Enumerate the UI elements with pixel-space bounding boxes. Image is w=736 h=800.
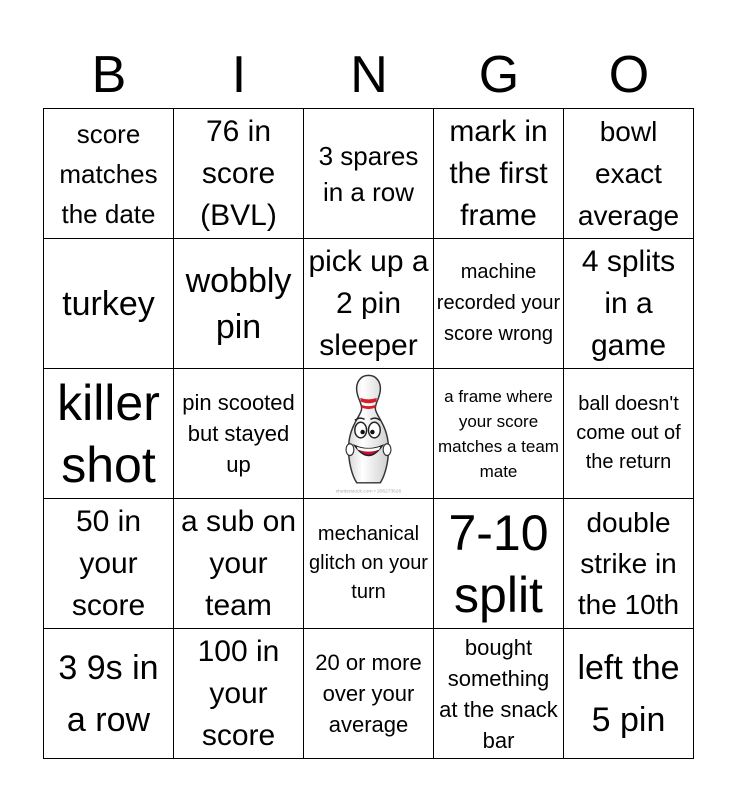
- bingo-cell[interactable]: double strike in the 10th: [564, 499, 694, 629]
- bingo-cell[interactable]: pick up a 2 pin sleeper: [304, 239, 434, 369]
- bingo-cell[interactable]: a sub on your team: [174, 499, 304, 629]
- header-letter-g: G: [478, 46, 520, 104]
- bingo-cell[interactable]: 76 in score (BVL): [174, 109, 304, 239]
- bingo-cell[interactable]: 50 in your score: [44, 499, 174, 629]
- bingo-cell[interactable]: 100 in your score: [174, 629, 304, 759]
- bingo-cell[interactable]: bought something at the snack bar: [434, 629, 564, 759]
- bingo-cell[interactable]: turkey: [44, 239, 174, 369]
- header-letter-n: N: [350, 46, 388, 104]
- bingo-header: [44, 44, 694, 106]
- bowling-pin-icon: [306, 370, 431, 498]
- bingo-cell[interactable]: ball doesn't come out of the return: [564, 369, 694, 499]
- bingo-cell[interactable]: score matches the date: [44, 109, 174, 239]
- bingo-cell[interactable]: mechanical glitch on your turn: [304, 499, 434, 629]
- bingo-cell[interactable]: pin scooted but stayed up: [174, 369, 304, 499]
- bingo-cell[interactable]: bowl exact average: [564, 109, 694, 239]
- bingo-cell[interactable]: machine recorded your score wrong: [434, 239, 564, 369]
- watermark-text: shutterstock.com • 206273626: [335, 489, 402, 495]
- bingo-cell[interactable]: 20 or more over your average: [304, 629, 434, 759]
- free-space-cell[interactable]: [304, 369, 434, 499]
- bingo-grid: [43, 108, 694, 759]
- bingo-cell[interactable]: 7-10 split: [434, 499, 564, 629]
- bingo-cell[interactable]: 4 splits in a game: [564, 239, 694, 369]
- bingo-cell[interactable]: left the 5 pin: [564, 629, 694, 759]
- bingo-cell[interactable]: 3 spares in a row: [304, 109, 434, 239]
- bingo-cell[interactable]: wobbly pin: [174, 239, 304, 369]
- bingo-cell[interactable]: a frame where your score matches a team mate: [434, 369, 564, 499]
- bingo-cell[interactable]: mark in the first frame: [434, 109, 564, 239]
- header-letter-i: I: [231, 46, 247, 104]
- bingo-cell[interactable]: 3 9s in a row: [44, 629, 174, 759]
- header-letter-b: B: [91, 46, 127, 104]
- header-letter-o: O: [608, 46, 650, 104]
- bingo-cell[interactable]: killer shot: [44, 369, 174, 499]
